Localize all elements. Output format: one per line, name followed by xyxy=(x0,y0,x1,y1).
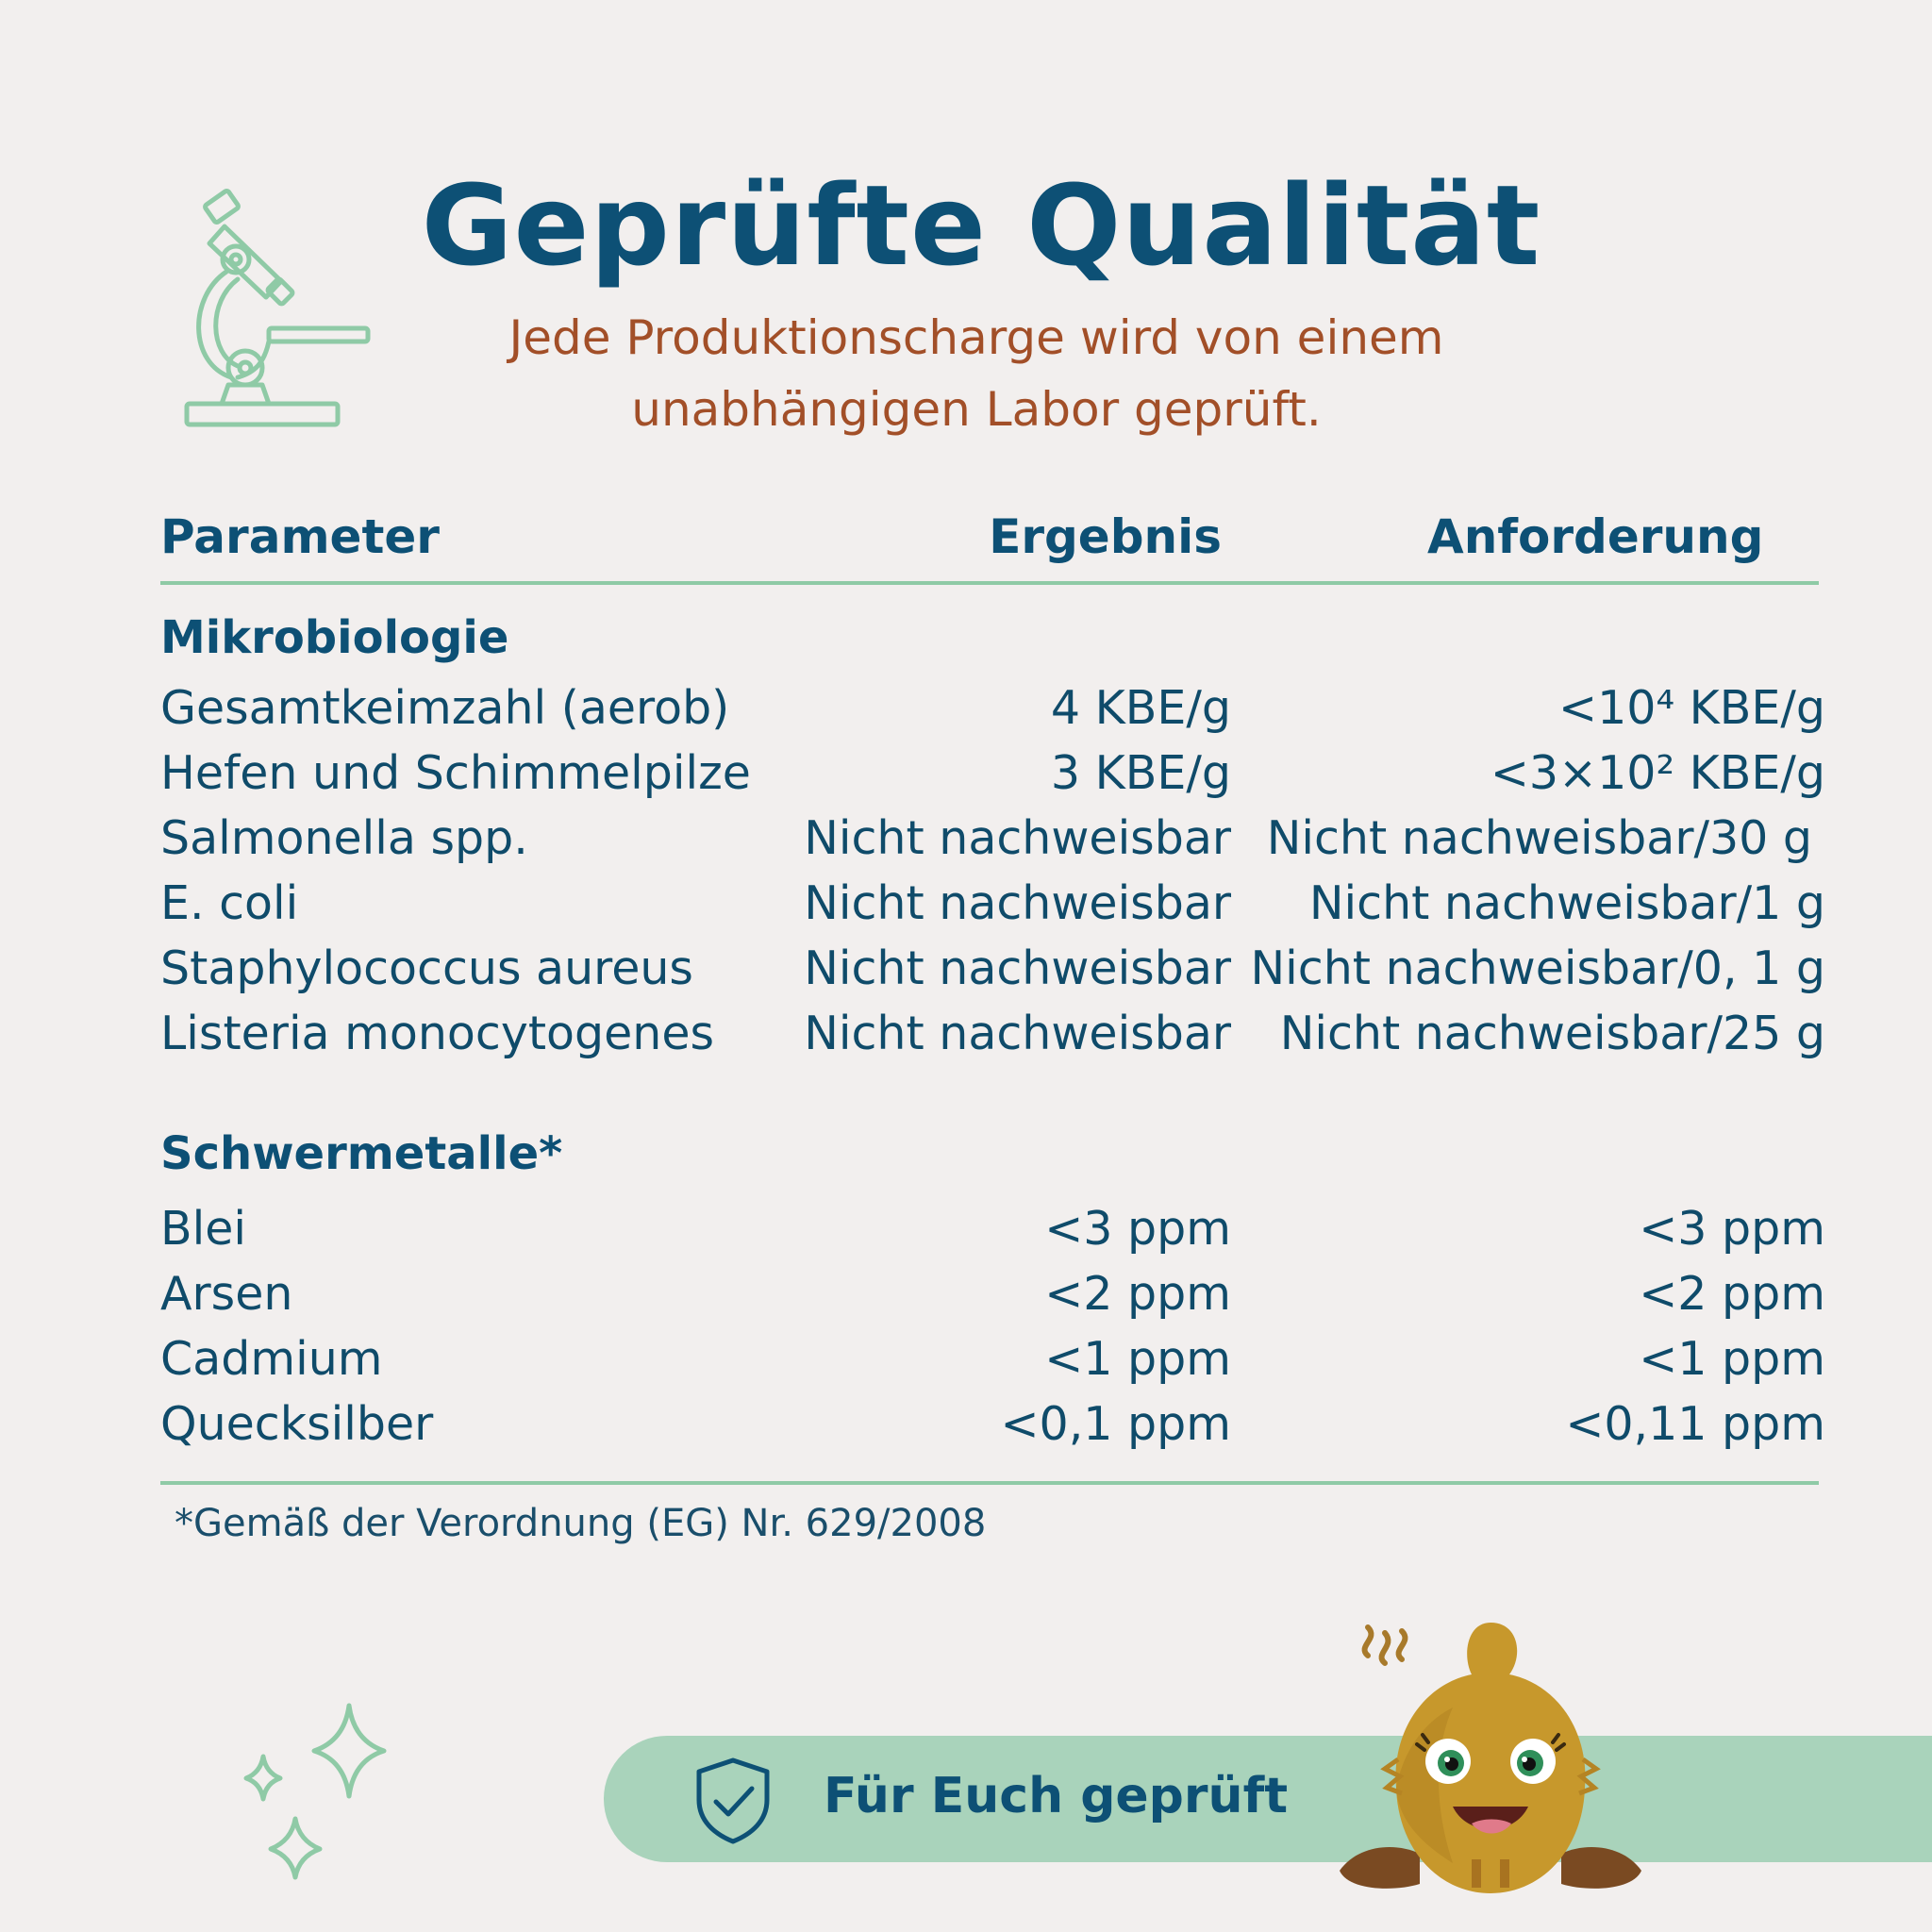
result-cell: <0,1 ppm xyxy=(1000,1397,1231,1451)
footer-divider xyxy=(160,1481,1819,1485)
requirement-cell: Nicht nachweisbar/0, 1 g xyxy=(1250,941,1825,995)
column-header-result: Ergebnis xyxy=(989,509,1222,564)
requirement-cell: Nicht nachweisbar/1 g xyxy=(1308,876,1825,930)
microscope-icon xyxy=(179,189,377,434)
table-row xyxy=(160,681,1825,747)
subtitle-line-2: unabhängigen Labor geprüft. xyxy=(631,382,1322,437)
sparkle-icon xyxy=(241,1698,391,1887)
column-header-requirement: Anforderung xyxy=(1427,509,1764,564)
table-row xyxy=(160,1267,1825,1333)
parameter-cell: Staphylococcus aureus xyxy=(160,941,693,995)
page-title: Geprüfte Qualität xyxy=(421,160,1541,291)
requirement-cell: <3×10² KBE/g xyxy=(1490,746,1825,800)
result-cell: <3 ppm xyxy=(1044,1202,1231,1256)
parameter-cell: Arsen xyxy=(160,1267,293,1321)
parameter-cell: Gesamtkeimzahl (aerob) xyxy=(160,681,730,735)
table-row xyxy=(160,746,1825,812)
table-row xyxy=(160,1397,1825,1463)
result-cell: Nicht nachweisbar xyxy=(804,941,1231,995)
subtitle-line-1: Jede Produktionscharge wird von einem xyxy=(508,310,1444,365)
requirement-cell: <10⁴ KBE/g xyxy=(1558,681,1825,735)
result-cell: 4 KBE/g xyxy=(1050,681,1231,735)
mascot xyxy=(1330,1618,1651,1901)
table-row xyxy=(160,1202,1825,1268)
banner-label: Für Euch geprüft xyxy=(824,1768,1289,1824)
parameter-cell: Blei xyxy=(160,1202,246,1256)
result-cell: <1 ppm xyxy=(1044,1332,1231,1386)
table-row xyxy=(160,1007,1825,1073)
result-cell: 3 KBE/g xyxy=(1050,746,1231,800)
parameter-cell: E. coli xyxy=(160,876,299,930)
requirement-cell: <2 ppm xyxy=(1639,1267,1825,1321)
requirement-cell: Nicht nachweisbar/25 g xyxy=(1279,1007,1825,1060)
parameter-cell: Salmonella spp. xyxy=(160,811,528,865)
shield-check-icon xyxy=(693,1757,773,1845)
header-divider xyxy=(160,581,1819,585)
result-cell: Nicht nachweisbar xyxy=(804,811,1231,865)
section-heading-heavy-metals: Schwermetalle* xyxy=(160,1127,563,1180)
table-row xyxy=(160,811,1825,877)
subtitle xyxy=(396,302,1557,445)
result-cell: <2 ppm xyxy=(1044,1267,1231,1321)
parameter-cell: Cadmium xyxy=(160,1332,383,1386)
footnote: *Gemäß der Verordnung (EG) Nr. 629/2008 xyxy=(175,1502,987,1545)
requirement-cell: Nicht nachweisbar/30 g xyxy=(1266,811,1812,865)
requirement-cell: <3 ppm xyxy=(1639,1202,1825,1256)
parameter-cell: Quecksilber xyxy=(160,1397,434,1451)
parameter-cell: Listeria monocytogenes xyxy=(160,1007,715,1060)
section-heading-microbiology: Mikrobiologie xyxy=(160,611,509,664)
column-header-parameter: Parameter xyxy=(160,509,440,564)
result-cell: Nicht nachweisbar xyxy=(804,876,1231,930)
table-row xyxy=(160,941,1825,1008)
table-row xyxy=(160,876,1825,942)
result-cell: Nicht nachweisbar xyxy=(804,1007,1231,1060)
table-row xyxy=(160,1332,1825,1398)
parameter-cell: Hefen und Schimmelpilze xyxy=(160,746,751,800)
requirement-cell: <0,11 ppm xyxy=(1565,1397,1825,1451)
requirement-cell: <1 ppm xyxy=(1639,1332,1825,1386)
